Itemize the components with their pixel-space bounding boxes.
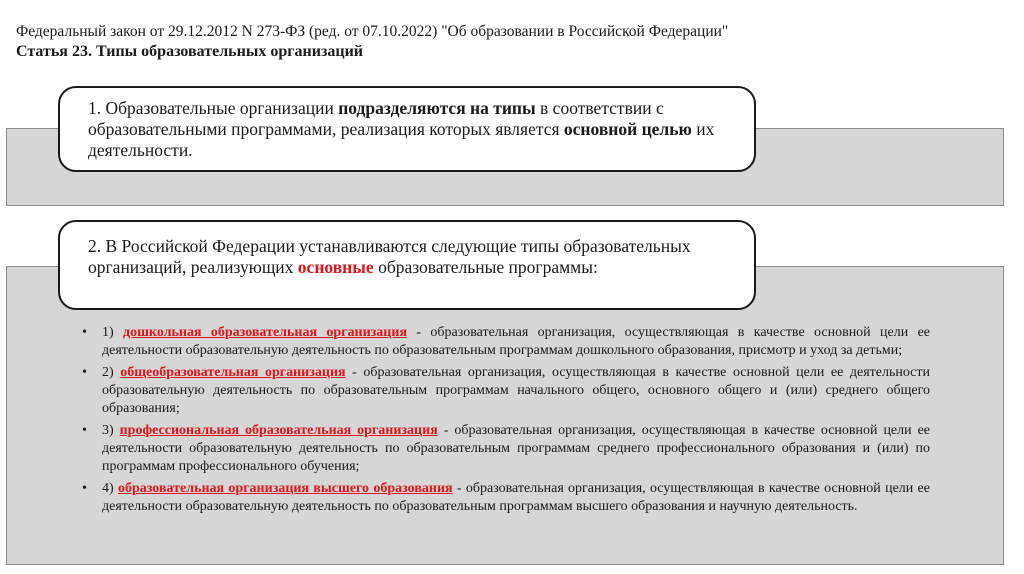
list-item [82, 422, 930, 476]
callout2-text-1: 2. В Российской Федерации устанавливаются следующие типы образовательных организаций, реализующих [88, 236, 691, 277]
list-item [82, 324, 930, 360]
list-item [82, 364, 930, 418]
bullet-icon: • [82, 325, 87, 340]
item-number: 1) [102, 325, 124, 340]
list-item [82, 480, 930, 516]
item-term: дошкольная образовательная организация [123, 325, 408, 340]
document-header [16, 22, 1006, 62]
callout2-text-2: образовательные программы: [373, 257, 598, 277]
item-term: общеобразовательная организация [120, 365, 346, 380]
callout1-text-3: их деятельности. [88, 119, 715, 160]
callout-paragraph-2 [58, 220, 756, 310]
callout1-text-1: 1. Образовательные организации [88, 98, 339, 118]
callout-paragraph-1 [58, 86, 756, 172]
item-term: образовательная организация высшего образования [117, 481, 453, 496]
article-title: Статья 23. Типы образовательных организаций [16, 43, 364, 60]
bullet-icon: • [82, 365, 87, 380]
item-description: - образовательная организация, осуществляющая в качестве основной цели ее деятельности образовательную деятельность по образовательным программам дошкольного образования, присмотр и уход за детьми; [102, 325, 931, 358]
organization-types-list [82, 324, 930, 520]
item-description: - образовательная организация, осуществляющая в качестве основной цели ее деятельности образовательную деятельность по образовательным программам высшего образования и научную деятельность. [102, 481, 930, 514]
callout2-red-word: основные [297, 257, 374, 277]
item-description: - образовательная организация, осуществляющая в качестве основной цели ее деятельности образовательную деятельность по образовательным программам начального общего, основного общего и (или) среднего общего образования; [102, 365, 931, 416]
item-number: 4) [102, 481, 118, 496]
item-number: 3) [102, 423, 120, 438]
law-title: Федеральный закон от 29.12.2012 N 273-ФЗ (ред. от 07.10.2022) "Об образовании в Российской Федерации" [16, 23, 729, 40]
bullet-icon: • [82, 481, 87, 496]
bullet-icon: • [82, 423, 87, 438]
item-term: профессиональная образовательная организация [119, 423, 438, 438]
callout1-bold-2: основной целью [563, 119, 692, 139]
item-description: - образовательная организация, осуществляющая в качестве основной цели ее деятельности образовательную деятельность по образовательным программам среднего профессионального образования и (или) по программам профессионального обучения; [102, 423, 930, 474]
item-number: 2) [102, 365, 121, 380]
callout1-text-2: в соответствии с образовательными программами, реализация которых является [88, 98, 664, 139]
callout1-bold-1: подразделяются на типы [338, 98, 536, 118]
